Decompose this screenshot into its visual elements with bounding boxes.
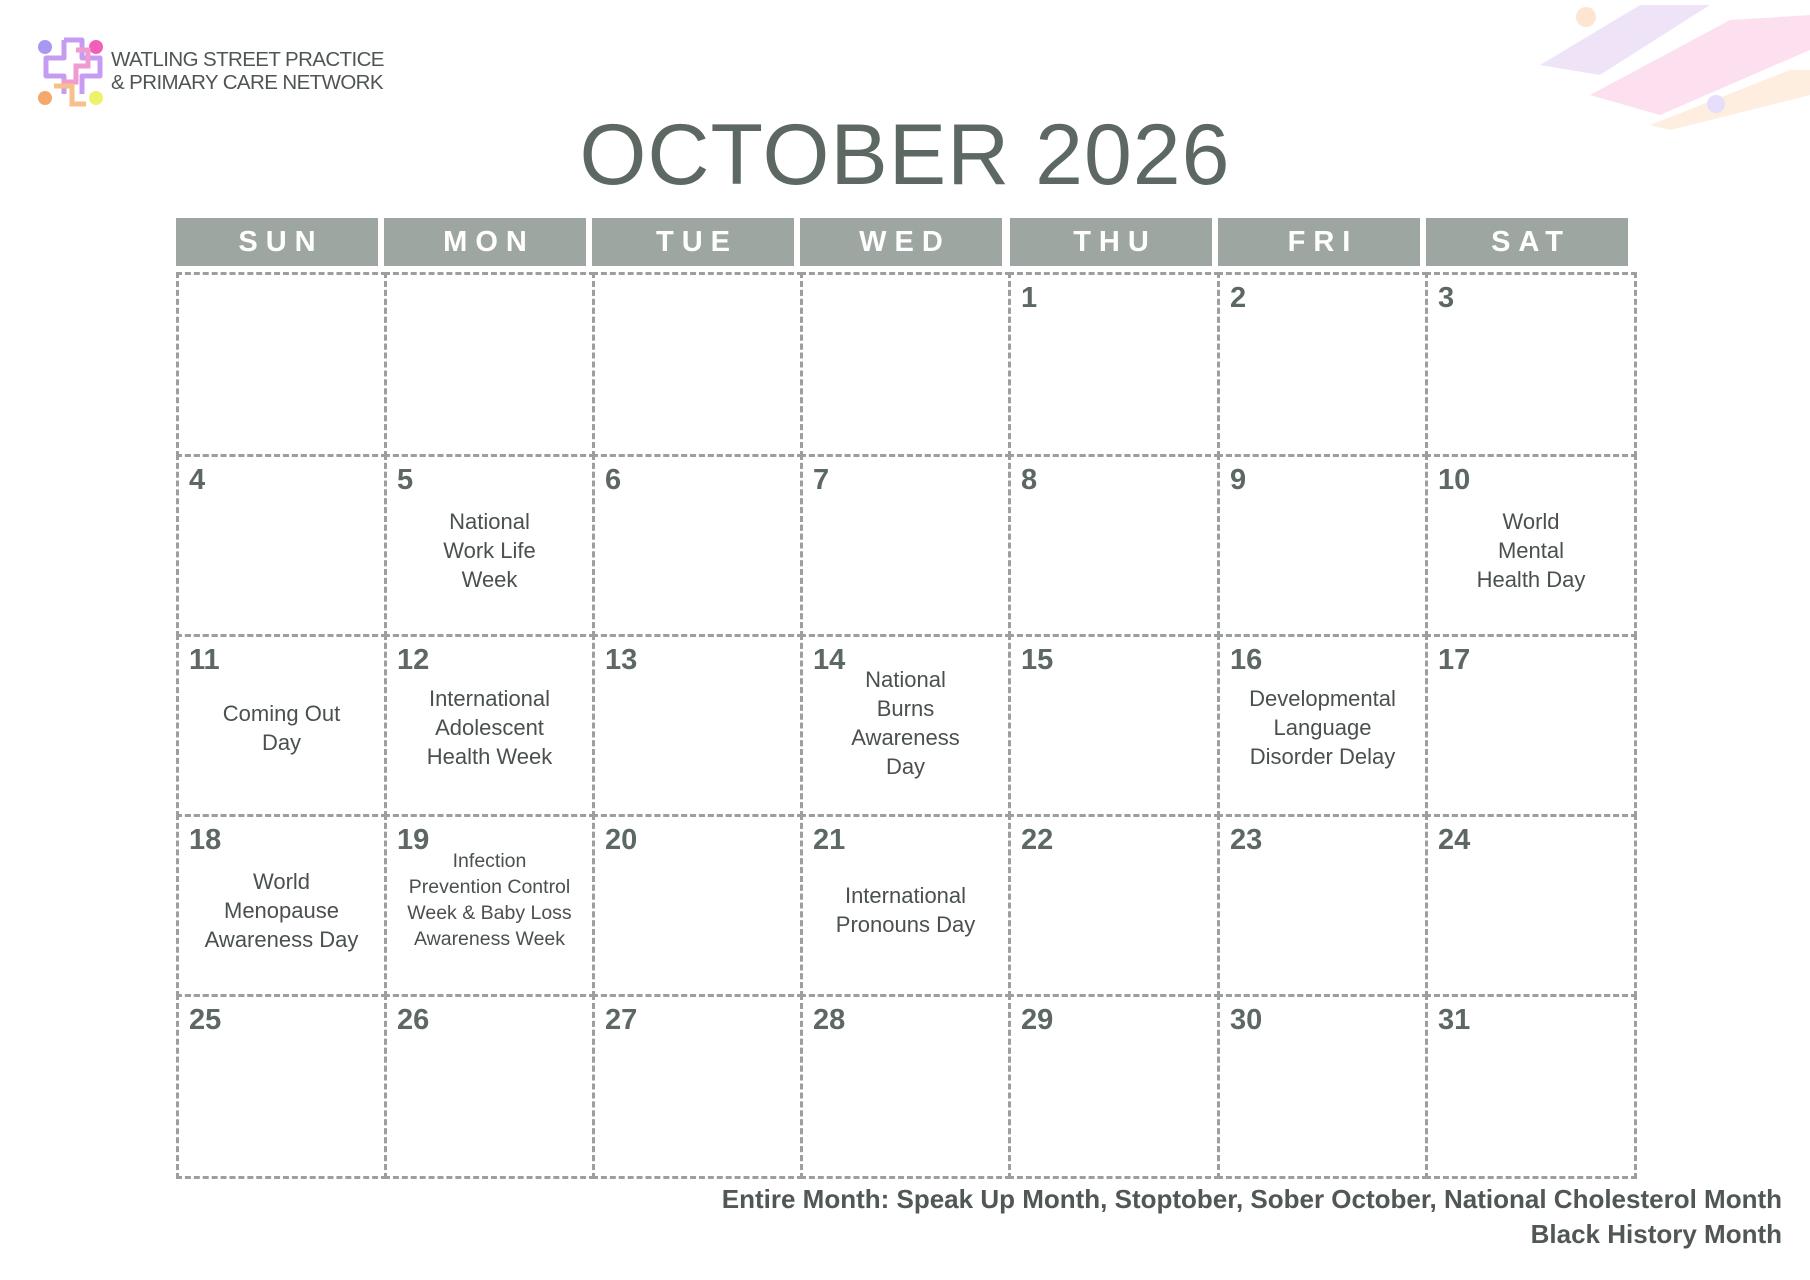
day-cell bbox=[800, 454, 1011, 637]
weekday-header-tue: TUE bbox=[592, 218, 794, 266]
day-cell bbox=[1217, 634, 1428, 817]
day-number: 23 bbox=[1230, 824, 1263, 856]
day-cell bbox=[800, 634, 1011, 817]
day-number: 11 bbox=[189, 644, 220, 676]
day-number: 25 bbox=[189, 1004, 222, 1036]
calendar-title: OCTOBER 2026 bbox=[579, 107, 1231, 203]
day-number: 27 bbox=[605, 1004, 638, 1036]
weekday-header-sun: SUN bbox=[176, 218, 378, 266]
day-number: 2 bbox=[1230, 282, 1247, 314]
weekday-header-wed: WED bbox=[800, 218, 1002, 266]
day-number: 16 bbox=[1230, 644, 1263, 676]
day-cell bbox=[384, 272, 595, 457]
organization-name-line2: & PRIMARY CARE NETWORK bbox=[111, 71, 383, 94]
day-cell bbox=[800, 272, 1011, 457]
day-cell bbox=[176, 634, 387, 817]
day-number: 8 bbox=[1021, 464, 1038, 496]
day-number: 29 bbox=[1021, 1004, 1054, 1036]
month-observances bbox=[722, 1182, 1782, 1252]
weekday-header-sat: SAT bbox=[1426, 218, 1628, 266]
day-cell bbox=[1217, 814, 1428, 997]
day-cell bbox=[1217, 272, 1428, 457]
day-number: 20 bbox=[605, 824, 638, 856]
day-number: 15 bbox=[1021, 644, 1054, 676]
day-event: Coming Out Day bbox=[222, 701, 341, 755]
day-number: 1 bbox=[1021, 282, 1038, 314]
day-cell bbox=[592, 634, 803, 817]
day-cell bbox=[1425, 994, 1637, 1179]
day-cell bbox=[1425, 814, 1637, 997]
day-number: 6 bbox=[605, 464, 622, 496]
day-cell bbox=[176, 994, 387, 1179]
day-cell bbox=[1008, 454, 1220, 637]
day-number: 10 bbox=[1438, 464, 1471, 496]
day-number: 14 bbox=[813, 644, 846, 676]
organization-name-line1: WATLING STREET PRACTICE bbox=[111, 48, 384, 71]
day-cell bbox=[1008, 634, 1220, 817]
day-cell bbox=[1217, 994, 1428, 1179]
day-number: 5 bbox=[397, 464, 414, 496]
day-cell bbox=[1008, 994, 1220, 1179]
day-number: 22 bbox=[1021, 824, 1054, 856]
day-cell bbox=[592, 814, 803, 997]
day-cell bbox=[384, 454, 595, 637]
weekday-header-mon: MON bbox=[384, 218, 586, 266]
day-number: 26 bbox=[397, 1004, 430, 1036]
day-number: 12 bbox=[397, 644, 430, 676]
day-cell bbox=[800, 814, 1011, 997]
day-number: 21 bbox=[813, 824, 846, 856]
day-number: 19 bbox=[397, 824, 430, 856]
day-cell bbox=[176, 272, 387, 457]
day-number: 3 bbox=[1438, 282, 1455, 314]
day-event: International Pronouns Day bbox=[835, 883, 976, 937]
organization-name bbox=[111, 48, 384, 94]
day-event: International Adolescent Health Week bbox=[426, 686, 553, 769]
day-cell bbox=[592, 454, 803, 637]
weekday-header-fri: FRI bbox=[1218, 218, 1420, 266]
day-number: 28 bbox=[813, 1004, 846, 1036]
day-cell bbox=[384, 634, 595, 817]
day-cell bbox=[592, 994, 803, 1179]
observances-line1: Entire Month: Speak Up Month, Stoptober, Sober October, National Cholesterol Month bbox=[721, 1184, 1782, 1214]
day-cell bbox=[384, 814, 595, 997]
day-number: 9 bbox=[1230, 464, 1247, 496]
day-cell bbox=[1425, 634, 1637, 817]
day-number: 18 bbox=[189, 824, 222, 856]
day-cell bbox=[1425, 454, 1637, 637]
day-cell bbox=[176, 454, 387, 637]
day-event: Developmental Language Disorder Delay bbox=[1249, 686, 1396, 769]
day-cell bbox=[1217, 454, 1428, 637]
day-number: 7 bbox=[813, 464, 830, 496]
day-event: World Menopause Awareness Day bbox=[204, 869, 359, 952]
day-event: Infection Prevention Control Week & Baby Loss Awareness Week bbox=[407, 850, 572, 950]
day-cell bbox=[1008, 814, 1220, 997]
day-cell bbox=[1008, 272, 1220, 457]
day-number: 30 bbox=[1230, 1004, 1263, 1036]
day-cell bbox=[800, 994, 1011, 1179]
day-cell bbox=[384, 994, 595, 1179]
day-number: 31 bbox=[1438, 1004, 1471, 1036]
day-number: 17 bbox=[1438, 644, 1471, 676]
day-number: 24 bbox=[1438, 824, 1471, 856]
day-event: National Work Life Week bbox=[443, 509, 536, 592]
day-number: 4 bbox=[189, 464, 206, 496]
observances-line2: Black History Month bbox=[1530, 1219, 1782, 1249]
day-cell bbox=[1425, 272, 1637, 457]
day-event: National Burns Awareness Day bbox=[851, 667, 960, 779]
day-event: World Mental Health Day bbox=[1476, 509, 1586, 592]
day-cell bbox=[176, 814, 387, 997]
organization-logo bbox=[34, 36, 114, 110]
day-number: 13 bbox=[605, 644, 638, 676]
day-cell bbox=[592, 272, 803, 457]
weekday-header-thu: THU bbox=[1010, 218, 1212, 266]
